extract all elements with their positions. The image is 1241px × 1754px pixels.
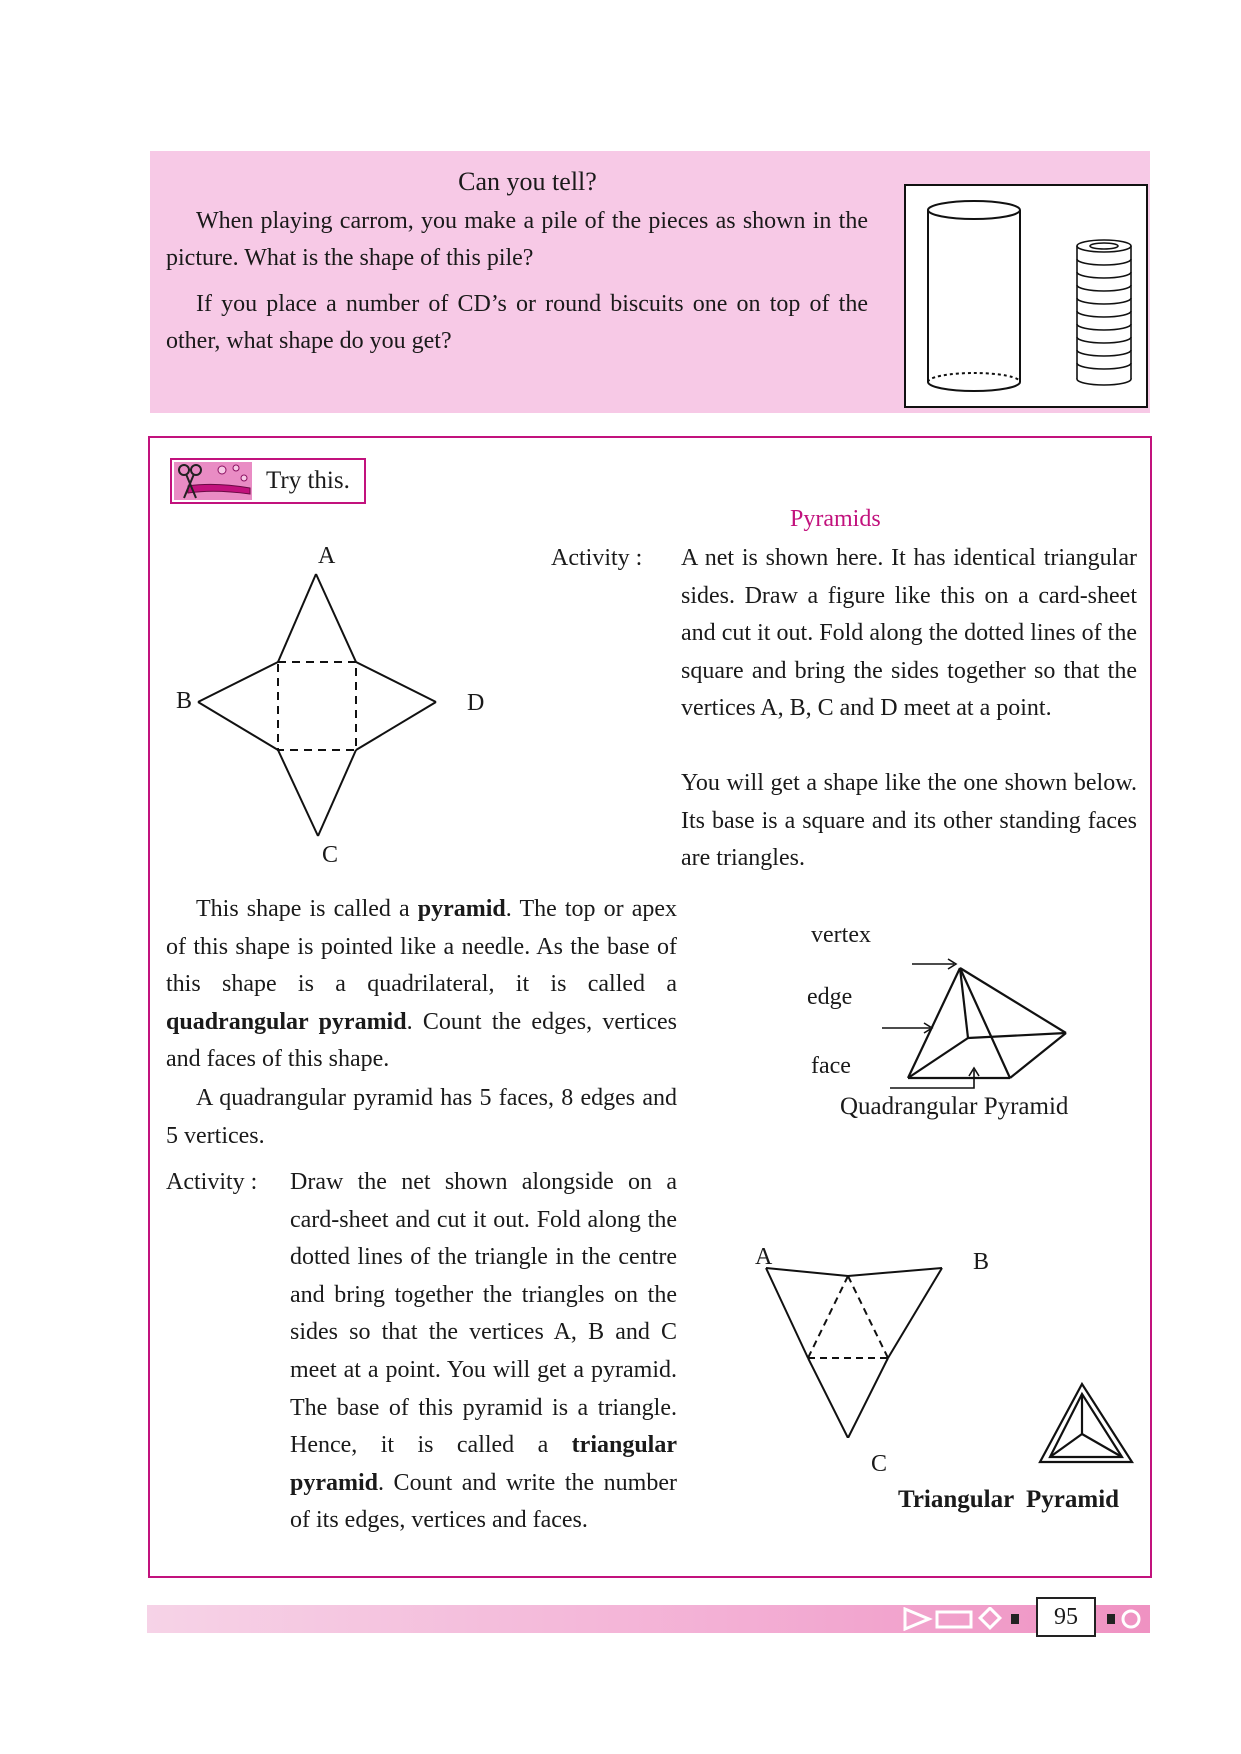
quad-pyramid-facts: A quadrangular pyramid has 5 faces, 8 edges and 5 vertices. — [166, 1085, 677, 1149]
label-edge: edge — [807, 984, 853, 1010]
footer-bar — [147, 1605, 1150, 1633]
activity-1-label: Activity : — [551, 545, 643, 571]
net1-label-c: C — [322, 842, 339, 868]
net2-label-c: C — [871, 1451, 888, 1477]
triangular-pyramid-figure — [1030, 1378, 1140, 1478]
label-face: face — [811, 1053, 851, 1079]
try-this-badge — [170, 458, 366, 504]
can-you-tell-para-1: When playing carrom, you make a pile of the pieces as shown in the picture. What is the shape of this pile? — [166, 208, 868, 271]
activity-1-text: A net is shown here. It has identical triangular sides. Draw a figure like this on a card-sheet and cut it out. Fold along the dotted lines of the square and bring the sides together so that the vertices A, B, C and D meet at a point. — [681, 545, 1137, 721]
net1-label-d: D — [467, 690, 485, 716]
cylinder-and-pile-illustration — [904, 184, 1148, 408]
net2-label-a: A — [755, 1244, 773, 1270]
activity-2-label: Activity : — [166, 1169, 258, 1195]
label-vertex: vertex — [811, 922, 871, 948]
triangular-pyramid-net — [750, 1238, 970, 1438]
activity-1-text-2: You will get a shape like the one shown below. Its base is a square and its other standing faces are triangles. — [681, 770, 1137, 871]
try-this-label: Try this. — [266, 467, 350, 494]
activity-2-text: Draw the net shown alongside on a card-sheet and cut it out. Fold along the dotted lines of the triangle in the centre and bring together the triangles on the sides so that the vertices A, B and C meet at a point. You will get a pyramid. The base of this pyramid is a triangle. Hence, it is called a triangular pyramid. Count and write the number of its edges, vertices and faces. — [290, 1169, 677, 1534]
quad-pyramid-caption: Quadrangular Pyramid — [840, 1093, 1069, 1120]
can-you-tell-title: Can you tell? — [458, 167, 597, 196]
pyramids-heading: Pyramids — [790, 506, 881, 532]
net1-label-b: B — [176, 688, 193, 714]
net1-label-a: A — [318, 543, 336, 569]
try-this-frame — [148, 436, 1152, 1578]
scissors-tape-icon — [174, 462, 254, 500]
can-you-tell-para-2: If you place a number of CD’s or round biscuits one on top of the other, what shape do you get? — [166, 291, 868, 354]
pyramid-paragraph: This shape is called a pyramid. The top or apex of this shape is pointed like a needle. As the base of this shape is a quadrilateral, it is called a quadrangular pyramid. Count the edges, vertices and faces of this shape. — [166, 896, 678, 1072]
tri-pyramid-caption: Triangular Pyramid — [898, 1486, 1120, 1513]
net2-label-b: B — [973, 1249, 990, 1275]
can-you-tell-box — [150, 151, 1150, 413]
page-number: 95 — [1036, 1597, 1096, 1637]
